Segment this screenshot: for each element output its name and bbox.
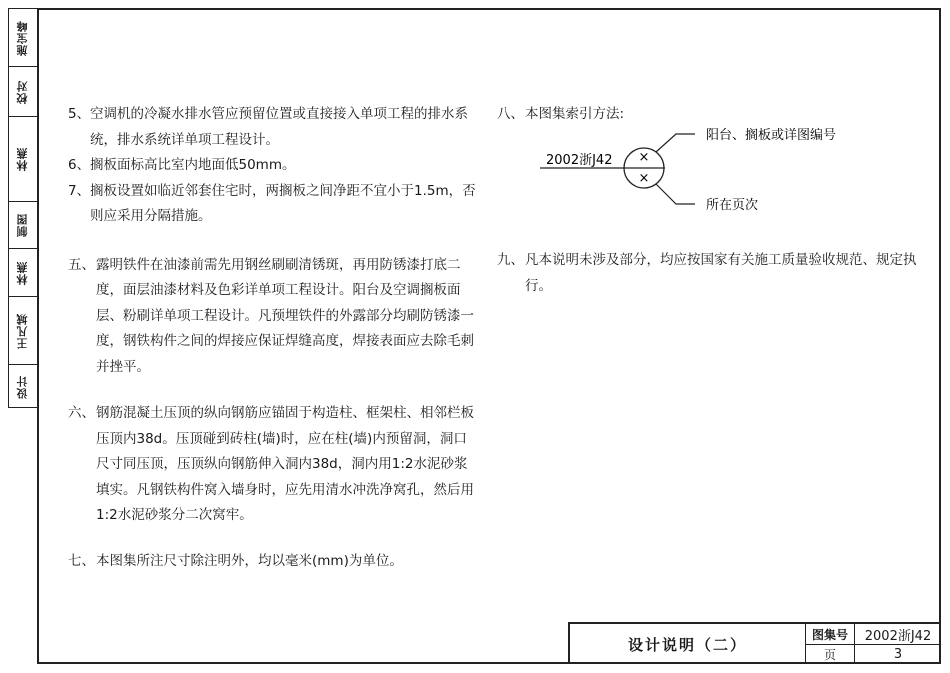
note-item: 6、 搁板面标高比室内地面低50mm。 bbox=[68, 157, 296, 173]
callout-label-top: 阳台、搁板或详图编号 bbox=[706, 128, 837, 143]
sig-cell: 施宝峰 bbox=[9, 9, 37, 67]
page-label: 页 bbox=[806, 645, 855, 664]
sig-cell: 制图 bbox=[9, 202, 37, 249]
callout-line-top bbox=[656, 134, 695, 152]
page-number: 3 bbox=[893, 647, 903, 662]
left-column bbox=[68, 102, 478, 574]
sig-cell: 王凡城 bbox=[9, 297, 37, 365]
page-number-mark: × bbox=[638, 171, 650, 186]
note-item: 7、 搁板设置如临近邻套住宅时，两搁板之间净距不宜小于1.5m，否则应采用分隔措施。 bbox=[68, 182, 476, 224]
title-block bbox=[568, 622, 941, 664]
right-column-lower bbox=[497, 248, 917, 299]
detail-number-mark: × bbox=[638, 150, 650, 165]
callout-line-bottom bbox=[656, 184, 695, 204]
atlas-number-value: 2002浙J42 bbox=[855, 624, 941, 645]
atlas-code-label: 2002浙J42 bbox=[546, 153, 613, 168]
callout-label-bottom: 所在页次 bbox=[706, 198, 759, 213]
signature-strip bbox=[8, 8, 37, 408]
sig-cell: 设计 bbox=[16, 374, 29, 399]
note-item: 5、 空调机的冷凝水排水管应预留位置或直接接入单项工程的排水系统，排水系统详单项工程设计。 bbox=[68, 106, 468, 148]
sig-cell: 林燕 bbox=[9, 117, 37, 202]
section-nine: 九、 凡本说明未涉及部分，均应按国家有关施工质量验收规范、规定执行。 bbox=[497, 252, 917, 294]
drawing-title: 设计说明（二） bbox=[570, 624, 806, 664]
section-six: 六、 钢筋混凝土压顶的纵向钢筋应锚固于构造柱、框架柱、相邻栏板压顶内38d。压顶碰到砖柱(墙)时，应在柱(墙)内预留洞，洞口尺寸同压顶，压顶纵向钢筋伸入洞内38d，洞内用1:2水泥砂浆填实。凡钢铁构件窝入墙身时，应先用清水冲洗净窝孔，然后用1:2水泥砂浆分二次窝牢。 bbox=[68, 405, 474, 523]
atlas-number-label: 图集号 bbox=[806, 624, 855, 645]
index-symbol-diagram bbox=[540, 122, 860, 222]
section-seven: 七、 本图集所注尺寸除注明外，均以毫米(mm)为单位。 bbox=[68, 552, 403, 569]
section-eight: 八、 本图集索引方法: bbox=[497, 106, 625, 122]
sig-cell: 校对 bbox=[9, 67, 37, 117]
sig-cell: 林燕 bbox=[9, 249, 37, 297]
section-five: 五、 露明铁件在油漆前需先用钢丝刷刷清锈斑，再用防锈漆打底二度，面层油漆材料及色彩详单项工程设计。阳台及空调搁板面层、粉刷详单项工程设计。凡预埋铁件的外露部分均刷防锈漆一度，钢铁构件之间的焊接应保证焊缝高度，焊接表面应去除毛刺并挫平。 bbox=[68, 256, 474, 375]
